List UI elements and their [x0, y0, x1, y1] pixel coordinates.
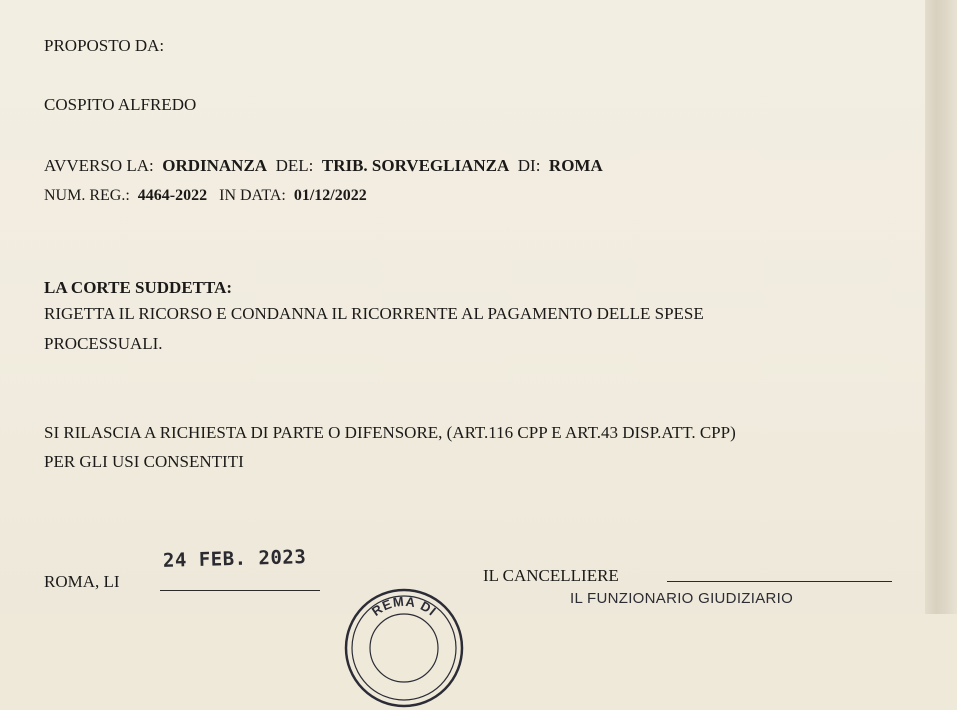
decision-line-2: PROCESSUALI.: [44, 334, 163, 353]
date-underline: [160, 590, 320, 591]
proposto-label: PROPOSTO DA:: [44, 36, 165, 55]
avverso-label: AVVERSO LA:: [44, 156, 154, 175]
decision-line-1: RIGETTA IL RICORSO E CONDANNA IL RICORRENTE AL PAGAMENTO DELLE SPESE: [44, 304, 704, 323]
del-label: DEL:: [275, 156, 314, 175]
svg-text:REMA DI: [369, 594, 440, 619]
registration-line: [44, 186, 367, 206]
cancelliere-label: IL CANCELLIERE: [483, 566, 619, 585]
proposer-name: COSPITO ALFREDO: [44, 95, 197, 114]
release-line-2: PER GLI USI CONSENTITI: [44, 452, 244, 471]
di-value: ROMA: [548, 156, 603, 175]
court-seal: [342, 586, 466, 710]
decision-heading: LA CORTE SUDDETTA:: [44, 278, 233, 297]
numreg-label: NUM. REG.:: [44, 187, 130, 204]
del-value: TRIB. SORVEGLIANZA: [321, 156, 510, 175]
funzionario-label: IL FUNZIONARIO GIUDIZIARIO: [570, 590, 794, 607]
di-label: DI:: [517, 156, 541, 175]
signature-underline: [667, 581, 892, 582]
avverso-value: ORDINANZA: [162, 156, 268, 175]
release-line-1: SI RILASCIA A RICHIESTA DI PARTE O DIFENSORE, (ART.116 CPP E ART.43 DISP.ATT. CPP): [44, 423, 736, 442]
data-label: IN DATA:: [219, 187, 286, 204]
date-stamp: 24 FEB. 2023: [162, 546, 307, 572]
page-edge-shadow: [925, 0, 957, 614]
data-value: 01/12/2022: [293, 187, 367, 204]
seal-text: REMA DI: [368, 593, 440, 620]
numreg-value: 4464-2022: [137, 187, 208, 204]
appeal-line: [44, 156, 603, 176]
place-label: ROMA, LI: [44, 572, 120, 591]
